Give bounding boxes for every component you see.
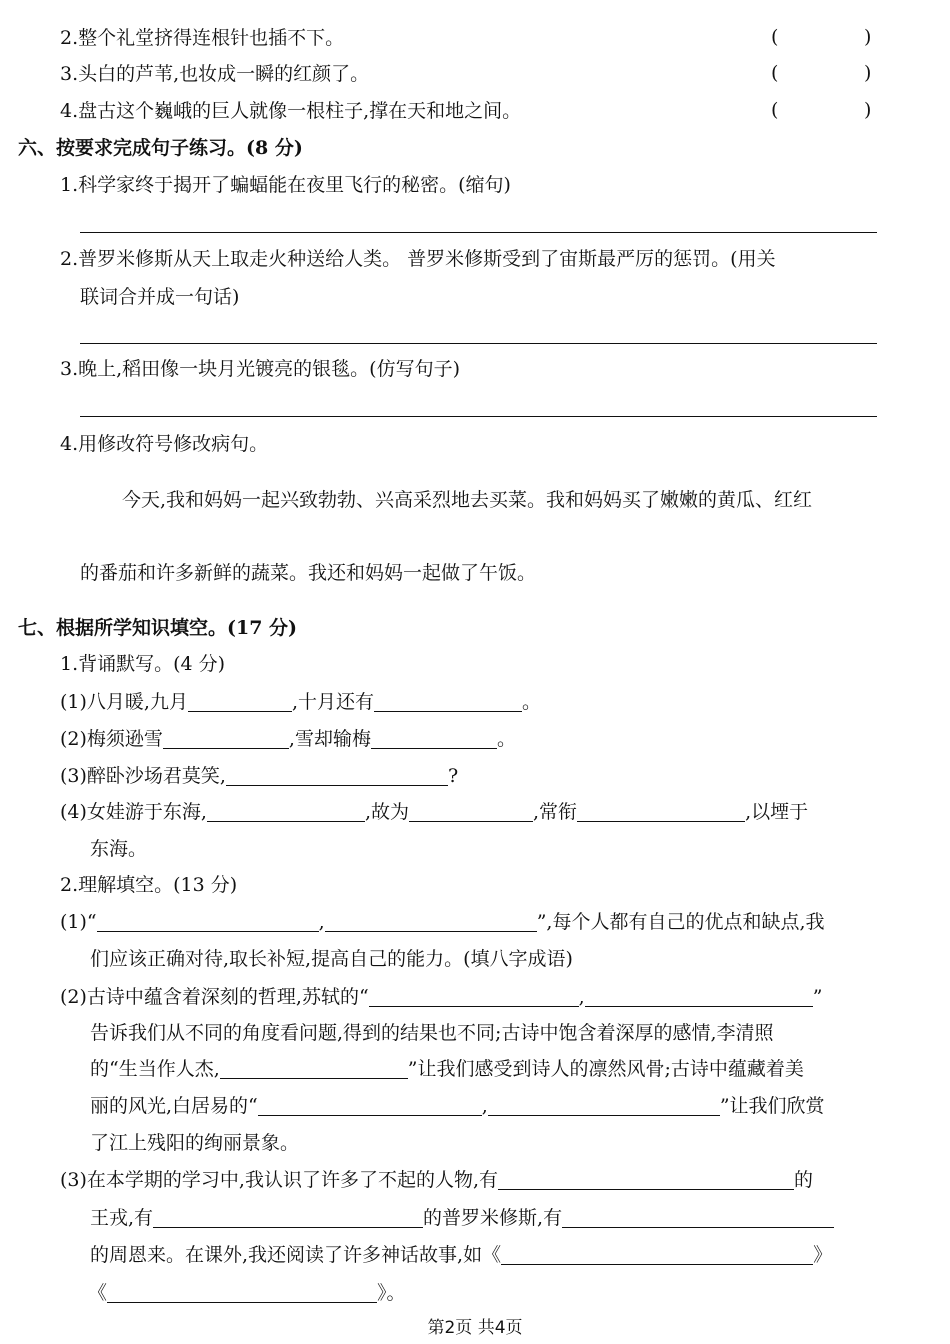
- blank-1-2[interactable]: [374, 691, 522, 712]
- judge-paren-close-2: ): [864, 26, 872, 48]
- fill-3-text-h: 》。: [377, 1282, 406, 1304]
- recite-2-text-a: (2)梅须逊雪: [60, 728, 163, 750]
- blank-2-2[interactable]: [371, 728, 497, 749]
- blank-4-1[interactable]: [207, 801, 365, 822]
- blank-p2-2-4[interactable]: [258, 1095, 482, 1116]
- section-6-question-3: 3.晚上,稻田像一块月光镀亮的银毯。(仿写句子): [60, 358, 460, 380]
- answer-line-6-1: [80, 232, 877, 233]
- section-6-question-2-line1: 2.普罗米修斯从天上取走火种送给人类。 普罗米修斯受到了宙斯最严厉的惩罚。(用关: [60, 248, 776, 270]
- blank-3-1[interactable]: [226, 765, 448, 786]
- recite-item-4-cont: 东海。: [90, 838, 148, 860]
- fill-2-text-e: 的“生当作人杰,: [90, 1058, 220, 1080]
- judge-item-2: 2.整个礼堂挤得连根针也插不下。: [60, 27, 345, 49]
- blank-p2-3-5[interactable]: [107, 1282, 377, 1303]
- recite-3-text-b: ?: [447, 765, 459, 787]
- recite-item-3: [60, 764, 458, 788]
- page-footer: 第2页 共4页: [427, 1318, 523, 1338]
- fill-2-text-g: 丽的风光,白居易的“: [90, 1095, 258, 1117]
- blank-p2-3-1[interactable]: [498, 1169, 794, 1190]
- section-6-question-4: 4.用修改符号修改病句。: [60, 433, 269, 455]
- judge-paren-open-4: (: [771, 99, 779, 121]
- fill-item-2: [60, 985, 822, 1009]
- fill-2-text-b: ,: [578, 986, 585, 1008]
- judge-item-4: 4.盘古这个巍峨的巨人就像一根柱子,撑在天和地之间。: [60, 100, 522, 122]
- section-6-question-1: 1.科学家终于揭开了蝙蝠能在夜里飞行的秘密。(缩句): [60, 174, 511, 196]
- blank-p2-2-2[interactable]: [585, 986, 813, 1007]
- fill-item-3-line4: [88, 1281, 406, 1305]
- blank-1-1[interactable]: [188, 691, 292, 712]
- fill-2-text-c: ”: [812, 986, 823, 1008]
- fill-item-3-line3: [90, 1243, 832, 1267]
- fill-item-2-line4: [90, 1094, 825, 1118]
- recite-item-4: [60, 800, 808, 824]
- blank-p2-1-1[interactable]: [97, 911, 319, 932]
- recite-4-text-d: ,以堙于: [745, 801, 809, 823]
- recite-1-text-c: 。: [522, 691, 542, 713]
- fill-1-text-b: ,: [318, 911, 325, 933]
- fill-2-text-f: ”让我们感受到诗人的凛然风骨;古诗中蕴藏着美: [407, 1058, 804, 1080]
- recite-item-2: [60, 727, 516, 751]
- recite-2-text-b: ,雪却输梅: [288, 728, 371, 750]
- recite-4-text-c: ,常衔: [533, 801, 578, 823]
- judge-paren-close-3: ): [864, 62, 872, 84]
- recite-2-text-c: 。: [496, 728, 516, 750]
- answer-line-6-3: [80, 416, 877, 417]
- blank-p2-3-2[interactable]: [153, 1207, 423, 1228]
- blank-2-1[interactable]: [163, 728, 289, 749]
- blank-4-2[interactable]: [409, 801, 533, 822]
- blank-p2-3-3[interactable]: [562, 1207, 834, 1228]
- blank-p2-3-4[interactable]: [501, 1244, 813, 1265]
- blank-p2-1-2[interactable]: [325, 911, 537, 932]
- fill-3-text-g: 《: [88, 1282, 108, 1304]
- answer-line-6-2: [80, 343, 877, 344]
- section-6-question-2-line2: 联词合并成一句话): [80, 286, 240, 308]
- blank-p2-2-1[interactable]: [369, 986, 579, 1007]
- recite-1-text-b: ,十月还有: [291, 691, 375, 713]
- blank-4-3[interactable]: [577, 801, 745, 822]
- recite-4-text-b: ,故为: [364, 801, 410, 823]
- fill-3-text-f: 》: [813, 1244, 833, 1266]
- recite-1-text-a: (1)八月暖,九月: [60, 691, 188, 713]
- fill-item-2-line3: [90, 1057, 804, 1081]
- part-1-title: 1.背诵默写。(4 分): [60, 653, 226, 675]
- blank-p2-2-3[interactable]: [220, 1058, 408, 1079]
- fill-2-text-i: ”让我们欣赏: [719, 1095, 825, 1117]
- passage-line-1: 今天,我和妈妈一起兴致勃勃、兴高采烈地去买菜。我和妈妈买了嫩嫩的黄瓜、红红: [122, 489, 813, 511]
- blank-p2-2-5[interactable]: [488, 1095, 720, 1116]
- fill-1-text-c: ”,每个人都有自己的优点和缺点,我: [536, 911, 825, 933]
- fill-3-text-a: (3)在本学期的学习中,我认识了许多了不起的人物,有: [60, 1169, 498, 1191]
- part-2-title: 2.理解填空。(13 分): [60, 874, 238, 896]
- fill-3-text-c: 王戎,有: [90, 1207, 154, 1229]
- recite-4-text-a: (4)女娃游于东海,: [60, 801, 207, 823]
- fill-3-text-e: 的周恩来。在课外,我还阅读了许多神话故事,如《: [90, 1244, 502, 1266]
- fill-item-1: [60, 910, 824, 934]
- fill-item-2-line5: 了江上残阳的绚丽景象。: [90, 1132, 300, 1154]
- fill-2-text-h: ,: [481, 1095, 488, 1117]
- passage-line-2: 的番茄和许多新鲜的蔬菜。我还和妈妈一起做了午饭。: [80, 562, 537, 584]
- fill-3-text-d: 的普罗米修斯,有: [423, 1207, 563, 1229]
- fill-item-3-line2: [90, 1206, 834, 1230]
- section-7-title: 七、根据所学知识填空。(17 分): [18, 617, 298, 639]
- fill-item-1-cont: 们应该正确对待,取长补短,提高自己的能力。(填八字成语): [90, 948, 573, 970]
- recite-item-1: [60, 690, 541, 714]
- judge-paren-open-3: (: [771, 62, 779, 84]
- judge-item-3: 3.头白的芦苇,也妆成一瞬的红颜了。: [60, 63, 370, 85]
- recite-3-text-a: (3)醉卧沙场君莫笑,: [60, 765, 226, 787]
- fill-3-text-b: 的: [794, 1169, 814, 1191]
- fill-item-3: [60, 1168, 813, 1192]
- judge-paren-close-4: ): [864, 99, 872, 121]
- fill-1-text-a: (1)“: [60, 911, 97, 933]
- judge-paren-open-2: (: [771, 26, 779, 48]
- fill-item-2-line2: 告诉我们从不同的角度看问题,得到的结果也不同;古诗中饱含着深厚的感情,李清照: [90, 1022, 774, 1044]
- section-6-title: 六、按要求完成句子练习。(8 分): [18, 137, 303, 159]
- fill-2-text-a: (2)古诗中蕴含着深刻的哲理,苏轼的“: [60, 986, 369, 1008]
